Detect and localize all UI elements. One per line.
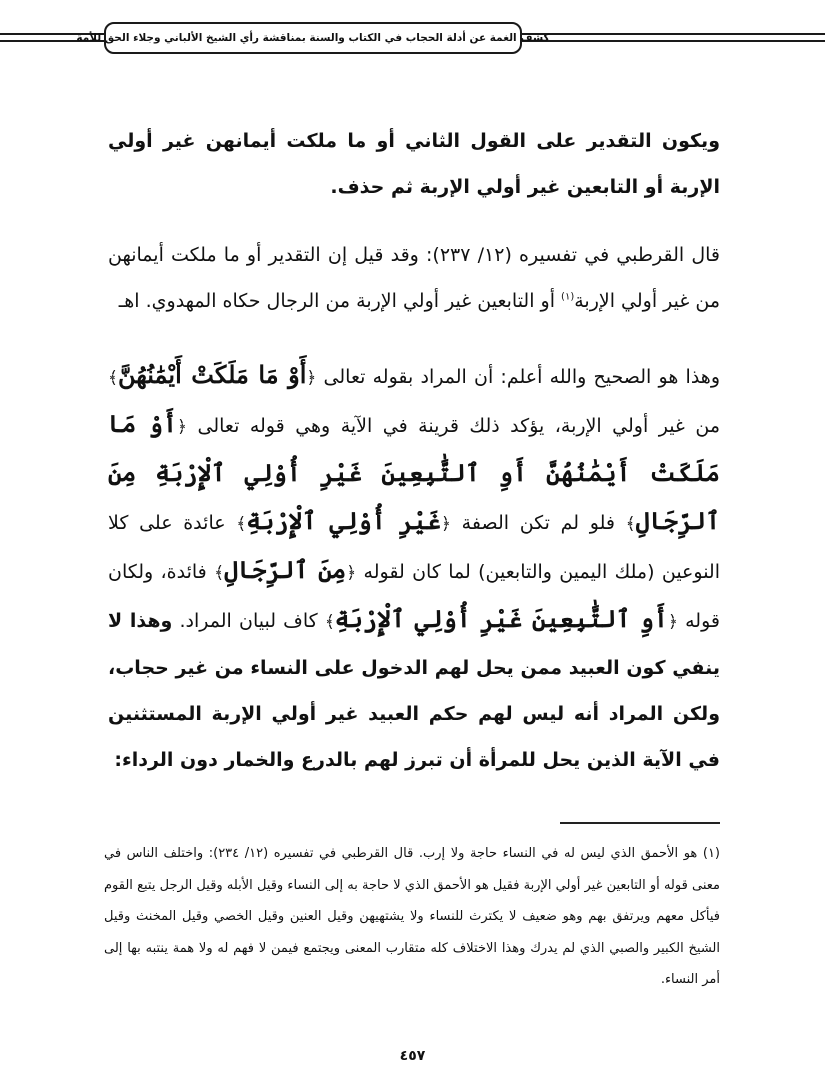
quran-verse: أَوْ مَا مَلَكَتْ أَيْمَٰنُهُنَّ: [117, 360, 307, 389]
quran-verse: أَوْ مَا مَلَكَتْ أَيْمَٰنُهُنَّ أَوِ ٱلتَّٰبِعِينَ غَيْرِ أُوْلِي ٱلْإِرْبَةِ مِنَ ٱلرِّجَالِ: [108, 409, 720, 535]
paragraph-2-part-1: قال القرطبي في تفسيره (١٢/ ٢٣٧): وقد قيل إن التقدير أو ما ملكت أيمانهن من غير أولي الإربة: [108, 244, 721, 312]
book-title: كشف الغمة عن أدلة الحجاب في الكتاب والسنة بمناقشة رأي الشيخ الألباني وجلاء الحق للأمة: [76, 32, 550, 44]
paragraph-2-text: [108, 232, 720, 324]
text-segment: فائدة، ولكان قوله: [108, 561, 720, 632]
quran-bracket-close: ﴾: [625, 514, 636, 534]
quran-bracket-close: ﴾: [214, 563, 225, 583]
footnote-text: (١) هو الأحمق الذي ليس له في النساء حاجة ولا إرب. قال القرطبي في تفسيره (١٢/ ٢٣٤): واختلف الناس في معنى قوله أو التابعين غير أولي الإربة فقيل هو الأحمق الذي لا حاجة به إلى النساء وقيل الأبله وقيل الرجل يتبع القوم فيأكل معهم ويرتفق بهم وهو ضعيف لا يكترث للنساء ولا يشتهيهن وقيل العنين وقيل الخصي وقيل المخنث وقيل الشيخ الكبير والصبي الذي لم يدرك وهذا الاختلاف كله متقارب المعنى ويجتمع فيمن لا فهم له ولا همة ينتبه بها إلى أمر النساء.: [104, 846, 720, 987]
paragraph-1-text: ويكون التقدير على القول الثاني أو ما ملكت أيمانهن غير أولي الإربة أو التابعين غير أولي الإربة ثم حذف.: [108, 130, 720, 198]
text-segment: عائدة على كلا النوعين (ملك اليمين والتابعين) لما كان لقوله: [108, 512, 721, 583]
header-banner: [76, 22, 550, 54]
page-number: ٤٥٧: [399, 1048, 426, 1064]
text-segment: كاف لبيان المراد.: [172, 610, 325, 632]
bold-statement: وهذا لا ينفي كون العبيد ممن يحل لهم الدخول على النساء من غير حجاب، ولكن المراد أنه ليس لهم حكم العبيد غير أولي الإربة المستثنين في الآية الذين يحل للمرأة أن تبرز لهم بالدرع والخمار دون الرداء:: [108, 610, 720, 771]
paragraph-3: [108, 352, 720, 783]
text-segment: فلو لم تكن الصفة: [450, 512, 626, 534]
quran-bracket-close: ﴾: [108, 368, 118, 388]
quran-verse: غَيْرِ أُوْلِي ٱلْإِرْبَةِ: [246, 506, 442, 535]
text-segment: وهذا هو الصحيح والله أعلم: أن المراد بقوله تعالى: [316, 366, 720, 388]
quran-bracket-open: ﴿: [346, 563, 357, 583]
quran-bracket-open: ﴿: [668, 612, 678, 632]
quran-bracket-open: ﴿: [306, 368, 317, 388]
quran-verse: مِنَ ٱلرِّجَالِ: [224, 555, 347, 584]
quran-bracket-open: ﴿: [177, 417, 188, 437]
paragraph-2-part-2: أو التابعين غير أولي الإربة من الرجال حكاه المهدوي. اهـ: [118, 290, 562, 312]
text-segment: من غير أولي الإربة، يؤكد ذلك قرينة في الآية وهي قوله تعالى: [187, 415, 720, 437]
footnote-reference[interactable]: (١): [561, 291, 575, 303]
quran-bracket-open: ﴿: [441, 514, 451, 534]
quran-bracket-close: ﴾: [236, 514, 247, 534]
quran-bracket-close: ﴾: [324, 612, 335, 632]
paragraph-3-text: [108, 352, 720, 783]
paragraph-2: [108, 232, 720, 324]
footnote-divider: [560, 822, 720, 824]
paragraph-1: [108, 118, 720, 210]
quran-verse: أَوِ ٱلتَّٰبِعِينَ غَيْرِ أُوْلِي ٱلْإِرْبَةِ: [334, 604, 668, 633]
